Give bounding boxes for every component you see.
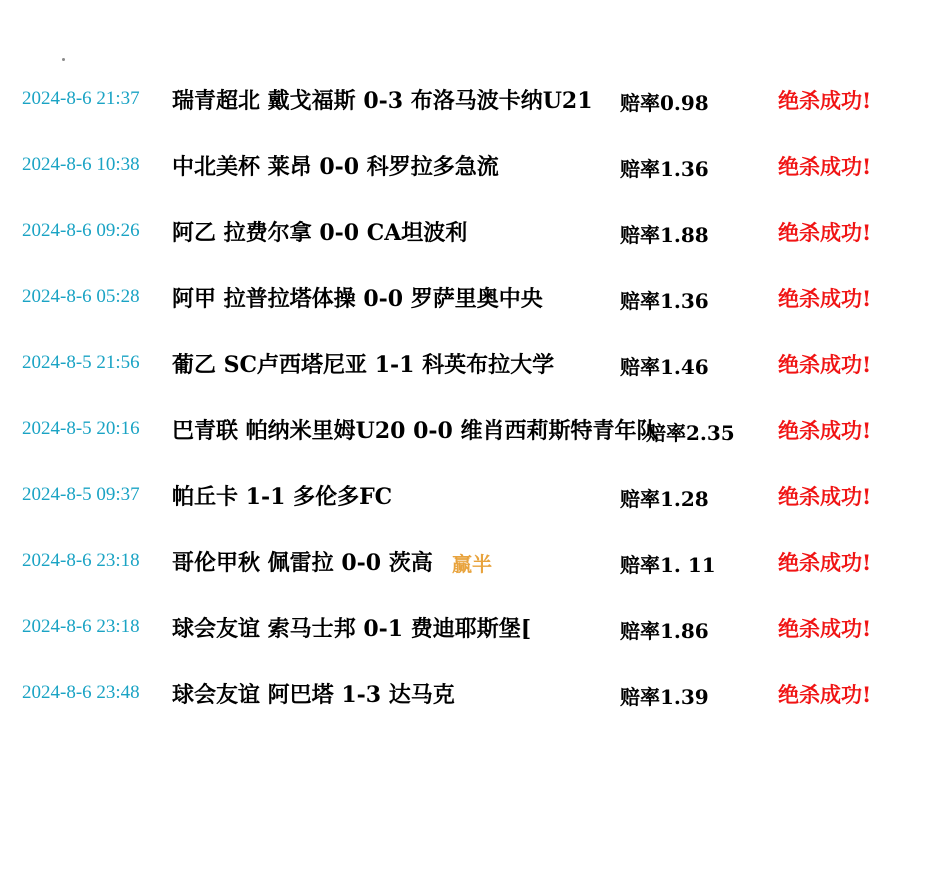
table-row [0,606,946,672]
match-odds: 赔率1.36 [620,289,709,313]
table-row [0,276,946,342]
match-result-badge: 绝杀成功! [778,352,872,377]
match-result-badge: 绝杀成功! [778,682,872,707]
match-odds: 赔率1.86 [620,619,709,643]
match-odds: 赔率2.35 [646,421,735,445]
match-time: 2024-8-6 23:48 [22,682,140,703]
match-result-badge: 绝杀成功! [778,220,872,245]
table-row [0,672,946,738]
match-description: 球会友谊 索马士邦 0-1 费迪耶斯堡[ [172,616,532,642]
table-row [0,342,946,408]
match-result-badge: 绝杀成功! [778,154,872,179]
match-odds: 赔率0.98 [620,91,709,115]
match-odds: 赔率1.46 [620,355,709,379]
match-time: 2024-8-6 05:28 [22,286,140,307]
match-time: 2024-8-6 10:38 [22,154,140,175]
table-row [0,144,946,210]
match-description: 巴青联 帕纳米里姆U20 0-0 维肖西莉斯特青年队 [172,418,659,444]
match-result-badge: 绝杀成功! [778,484,872,509]
match-description: 中北美杯 莱昂 0-0 科罗拉多急流 [172,154,499,180]
match-time: 2024-8-6 09:26 [22,220,140,241]
match-time: 2024-8-5 20:16 [22,418,140,439]
table-row [0,408,946,474]
match-time: 2024-8-5 09:37 [22,484,140,505]
match-time: 2024-8-6 21:37 [22,88,140,109]
table-row [0,540,946,606]
page-marker-dot [62,58,65,61]
match-description: 瑞青超北 戴戈福斯 0-3 布洛马波卡纳U21 [172,88,593,114]
match-time: 2024-8-5 21:56 [22,352,140,373]
match-description: 葡乙 SC卢西塔尼亚 1-1 科英布拉大学 [172,352,555,378]
match-odds: 赔率1.28 [620,487,709,511]
match-result-badge: 绝杀成功! [778,418,872,443]
match-description: 阿乙 拉费尔拿 0-0 CA坦波利 [172,220,468,246]
match-odds: 赔率1.39 [620,685,709,709]
match-description: 哥伦甲秋 佩雷拉 0-0 茨高 [172,550,433,576]
match-odds: 赔率1.88 [620,223,709,247]
match-description: 阿甲 拉普拉塔体操 0-0 罗萨里奥中央 [172,286,543,312]
match-results-list [0,78,946,738]
match-odds: 赔率1.36 [620,157,709,181]
match-result-badge: 绝杀成功! [778,616,872,641]
match-time: 2024-8-6 23:18 [22,550,140,571]
table-row [0,78,946,144]
match-odds: 赔率1. 11 [620,553,716,577]
table-row [0,210,946,276]
match-tag: 赢半 [452,552,492,576]
match-result-badge: 绝杀成功! [778,550,872,575]
match-description: 球会友谊 阿巴塔 1-3 达马克 [172,682,455,708]
match-time: 2024-8-6 23:18 [22,616,140,637]
match-description: 帕丘卡 1-1 多伦多FC [172,484,393,510]
table-row [0,474,946,540]
match-result-badge: 绝杀成功! [778,88,872,113]
match-result-badge: 绝杀成功! [778,286,872,311]
